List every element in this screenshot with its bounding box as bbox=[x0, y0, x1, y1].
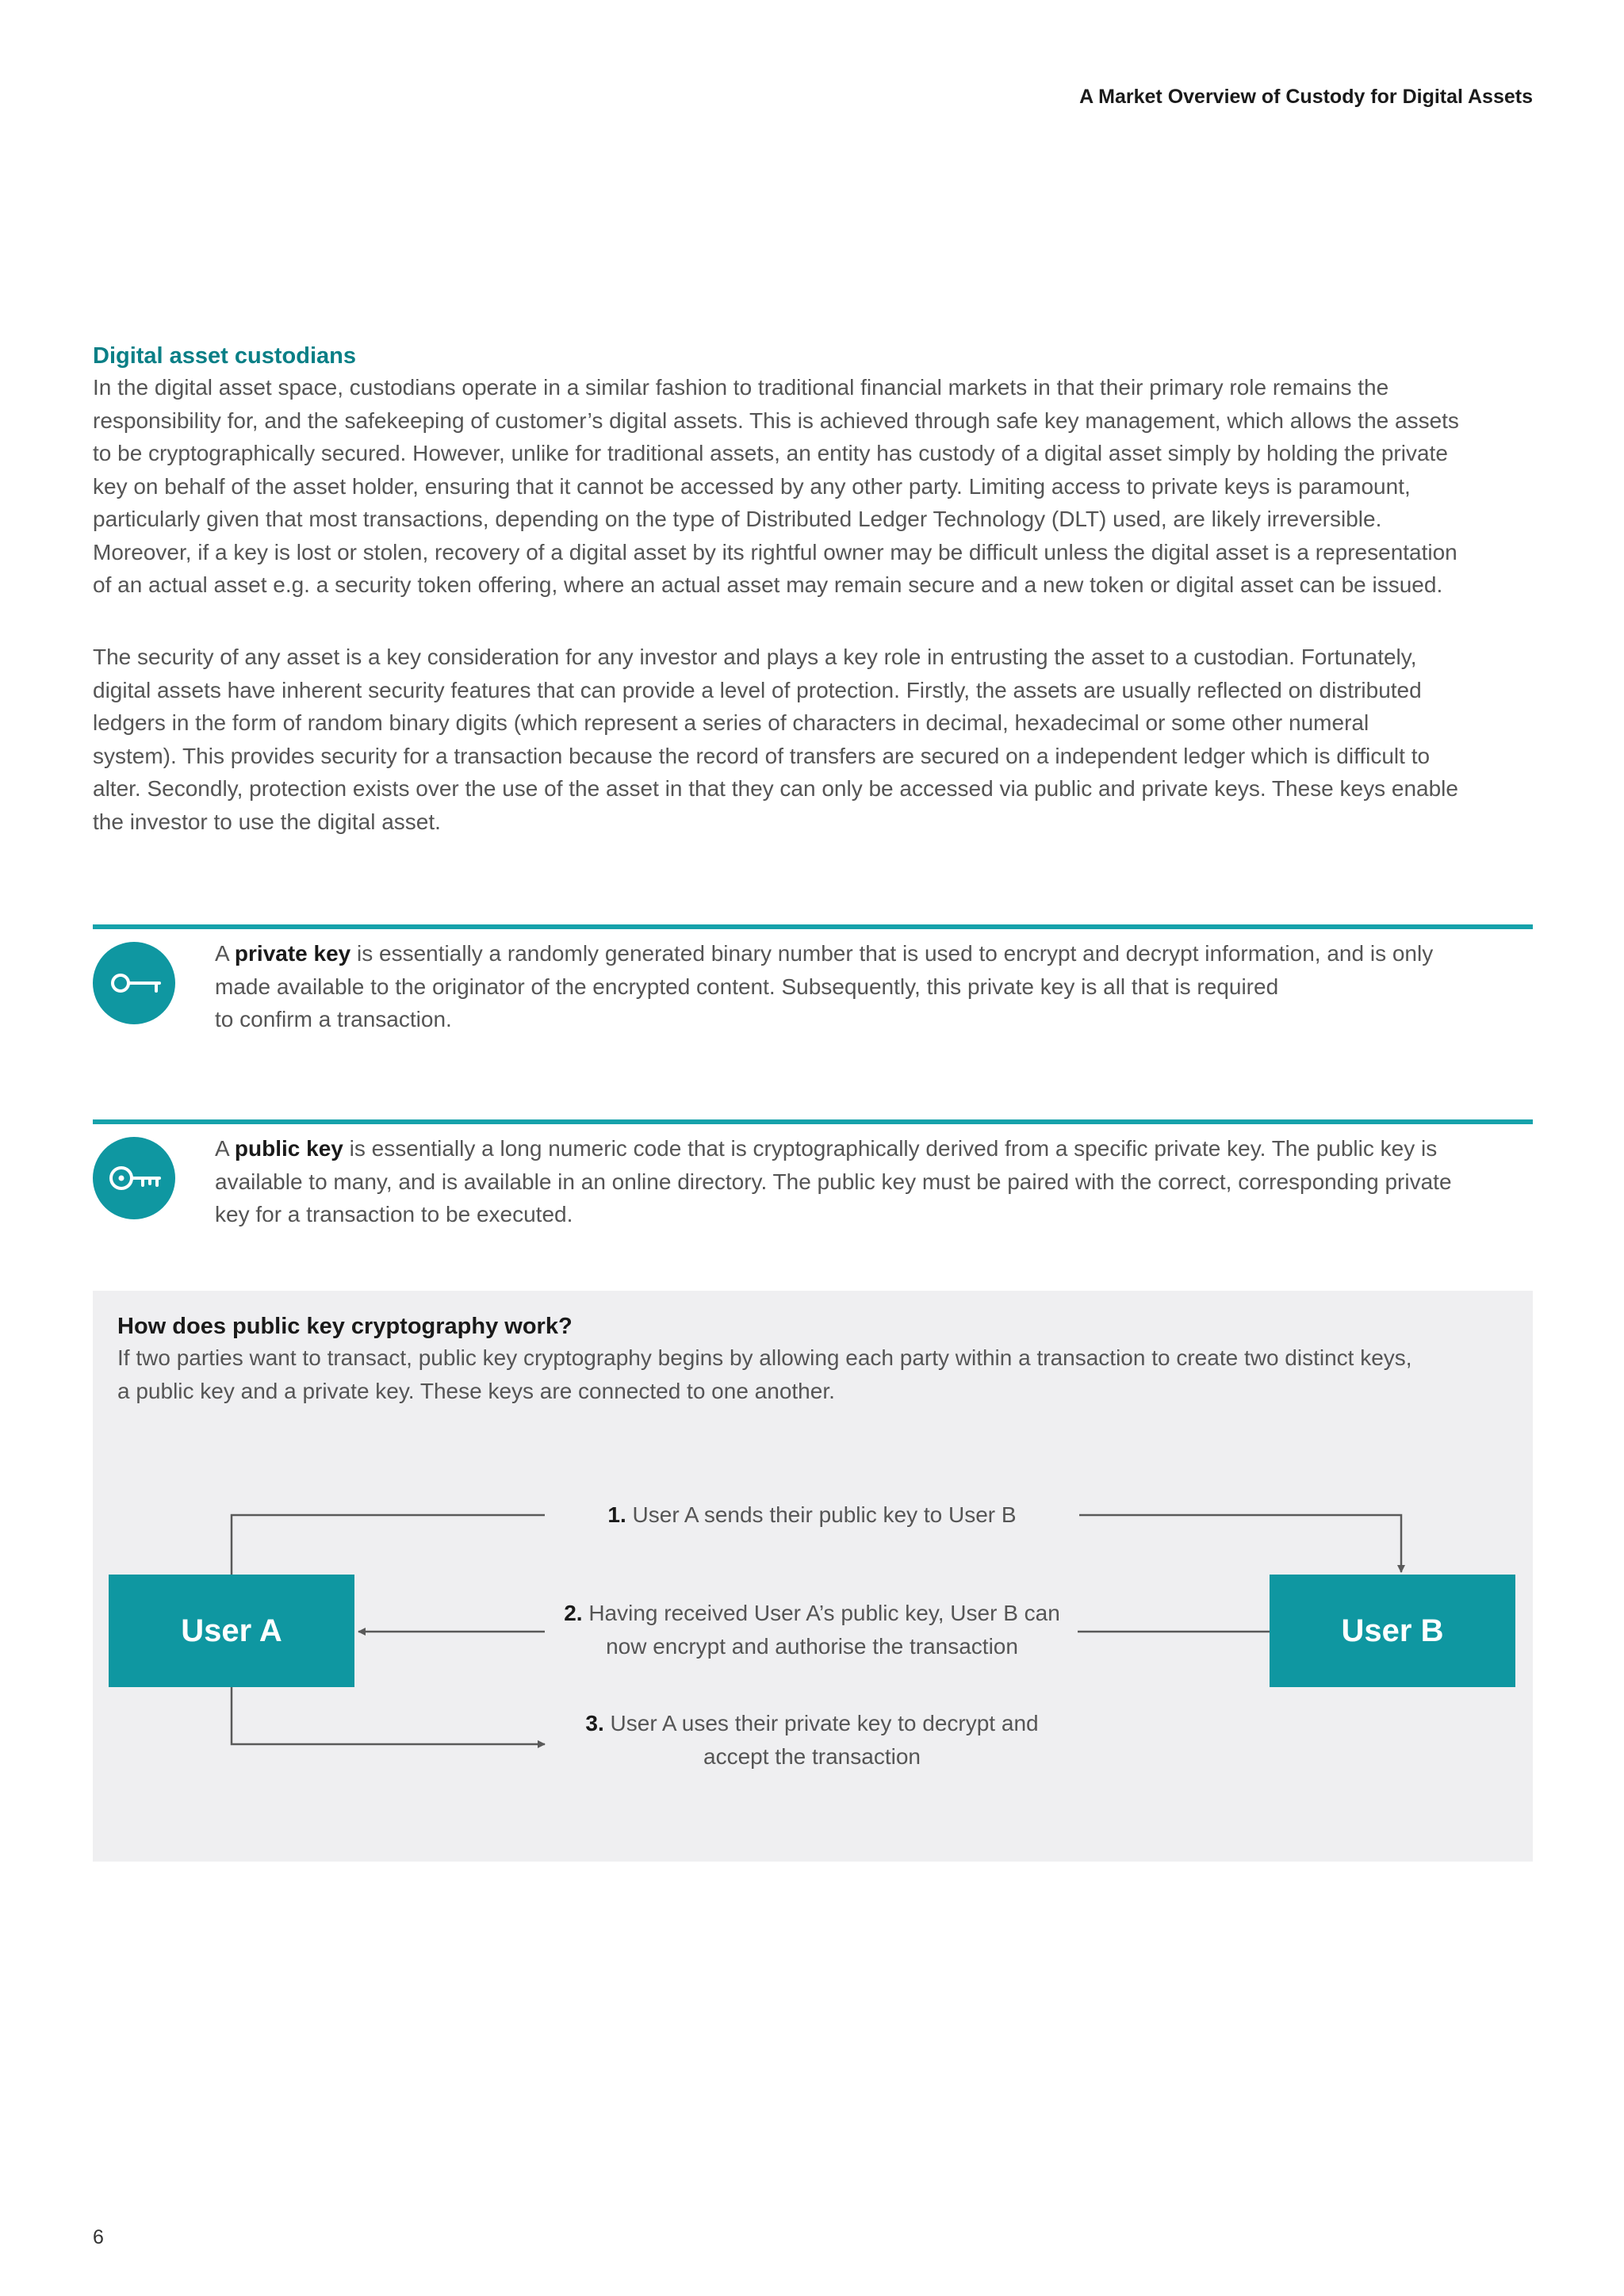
arrow-step-3 bbox=[232, 1687, 545, 1744]
box-text-line: a public key and a private key. These keys are connected to one another. bbox=[117, 1378, 835, 1403]
paragraph-line: system). This provides security for a transaction because the record of transfers are secured on a independent ledger which is difficult to bbox=[93, 743, 1431, 768]
paragraph-line: the investor to use the digital asset. bbox=[93, 809, 441, 834]
arrow-step-1-right bbox=[1079, 1515, 1401, 1572]
paragraph-line: The security of any asset is a key consideration for any investor and plays a key role in entrusting the asset to a custodian. Fortunately, bbox=[93, 645, 1417, 669]
term-prefix: A bbox=[215, 1136, 235, 1161]
paragraph-line: In the digital asset space, custodians operate in a similar fashion to traditional financial markets in that their primary role remains the bbox=[93, 375, 1389, 400]
public-key-description bbox=[215, 1132, 1533, 1231]
paragraph-line: Moreover, if a key is lost or stolen, recovery of a digital asset by its rightful owner may be difficult unless the digital asset is a representation bbox=[93, 539, 1457, 564]
private-key-description bbox=[215, 937, 1533, 1036]
paragraph-2 bbox=[93, 641, 1533, 838]
paragraph-line: responsibility for, and the safekeeping of customer’s digital assets. This is achieved through safe key management, which allows the assets bbox=[93, 408, 1459, 433]
section-paragraph-2-wrapper bbox=[93, 641, 1533, 838]
user-b-box: User B bbox=[1270, 1575, 1515, 1687]
box-text-line: If two parties want to transact, public key cryptography begins by allowing each party within a transaction to create two distinct keys, bbox=[117, 1345, 1412, 1370]
section-heading: Digital asset custodians bbox=[93, 343, 356, 369]
term-prefix: A bbox=[215, 941, 235, 966]
section-digital-asset-custodians bbox=[93, 341, 1533, 602]
paragraph-line: particularly given that most transactions, depending on the type of Distributed Ledger Technology (DLT) used, are likely irreversible. bbox=[93, 507, 1382, 531]
step-2-label bbox=[556, 1597, 1068, 1663]
document-header-title: A Market Overview of Custody for Digital Assets bbox=[1079, 86, 1533, 108]
arrow-step-1-left bbox=[232, 1515, 545, 1575]
public-key-callout bbox=[93, 1119, 1533, 1238]
callout-rule bbox=[93, 1119, 1533, 1124]
step-number: 3. bbox=[585, 1711, 604, 1735]
step-text: User A sends their public key to User B bbox=[626, 1502, 1017, 1527]
description-line-1 bbox=[215, 937, 1533, 970]
page-number: 6 bbox=[93, 2226, 104, 2248]
description-line-2: available to many, and is available in an online directory. The public key must be paired with the correct, corresponding private bbox=[215, 1169, 1452, 1194]
description-line-3: key for a transaction to be executed. bbox=[215, 1202, 573, 1226]
public-key-icon bbox=[93, 1137, 175, 1219]
user-a-box: User A bbox=[109, 1575, 354, 1687]
paragraph-1 bbox=[93, 371, 1533, 602]
step-number: 2. bbox=[564, 1601, 583, 1625]
paragraph-line: digital assets have inherent security features that can provide a level of protection. Firstly, the assets are usually reflected on distributed bbox=[93, 677, 1422, 702]
paragraph-line: alter. Secondly, protection exists over the use of the asset in that they can only be accessed via public and private keys. These keys enable bbox=[93, 776, 1458, 801]
step-number: 1. bbox=[607, 1502, 626, 1527]
description-line-3: to confirm a transaction. bbox=[215, 1007, 452, 1031]
step-text: Having received User A’s public key, User B can bbox=[582, 1601, 1060, 1625]
step-text: now encrypt and authorise the transaction bbox=[606, 1633, 1018, 1659]
paragraph-line: ledgers in the form of random binary digits (which represent a series of characters in decimal, hexadecimal or some other numeral bbox=[93, 710, 1369, 735]
term-private-key: private key bbox=[234, 941, 351, 966]
description-text: is essentially a randomly generated binary number that is used to encrypt and decrypt information, and is only bbox=[350, 941, 1434, 966]
description-line-1 bbox=[215, 1132, 1533, 1165]
step-1-label bbox=[556, 1498, 1068, 1532]
paragraph-line: of an actual asset e.g. a security token offering, where an actual asset may remain secure and a new token or digital asset can be issued. bbox=[93, 572, 1443, 597]
step-text: accept the transaction bbox=[703, 1743, 921, 1769]
paragraph-line: key on behalf of the asset holder, ensuring that it cannot be accessed by any other party. Limiting access to private keys is paramount, bbox=[93, 473, 1411, 499]
private-key-callout bbox=[93, 924, 1533, 1043]
paragraph-line: to be cryptographically secured. However, unlike for traditional assets, an entity has custody of a digital asset simply by holding the private bbox=[93, 441, 1448, 465]
description-line-2: made available to the originator of the encrypted content. Subsequently, this private key is all that is required bbox=[215, 974, 1279, 999]
step-3-label bbox=[556, 1707, 1068, 1773]
description-text: is essentially a long numeric code that is cryptographically derived from a specific private key. The public key is bbox=[343, 1136, 1438, 1161]
term-public-key: public key bbox=[234, 1136, 343, 1161]
box-heading: How does public key cryptography work? bbox=[117, 1314, 573, 1339]
public-key-cryptography-box bbox=[93, 1291, 1533, 1862]
private-key-icon bbox=[93, 942, 175, 1024]
step-text: User A uses their private key to decrypt and bbox=[603, 1711, 1039, 1735]
callout-rule bbox=[93, 924, 1533, 929]
